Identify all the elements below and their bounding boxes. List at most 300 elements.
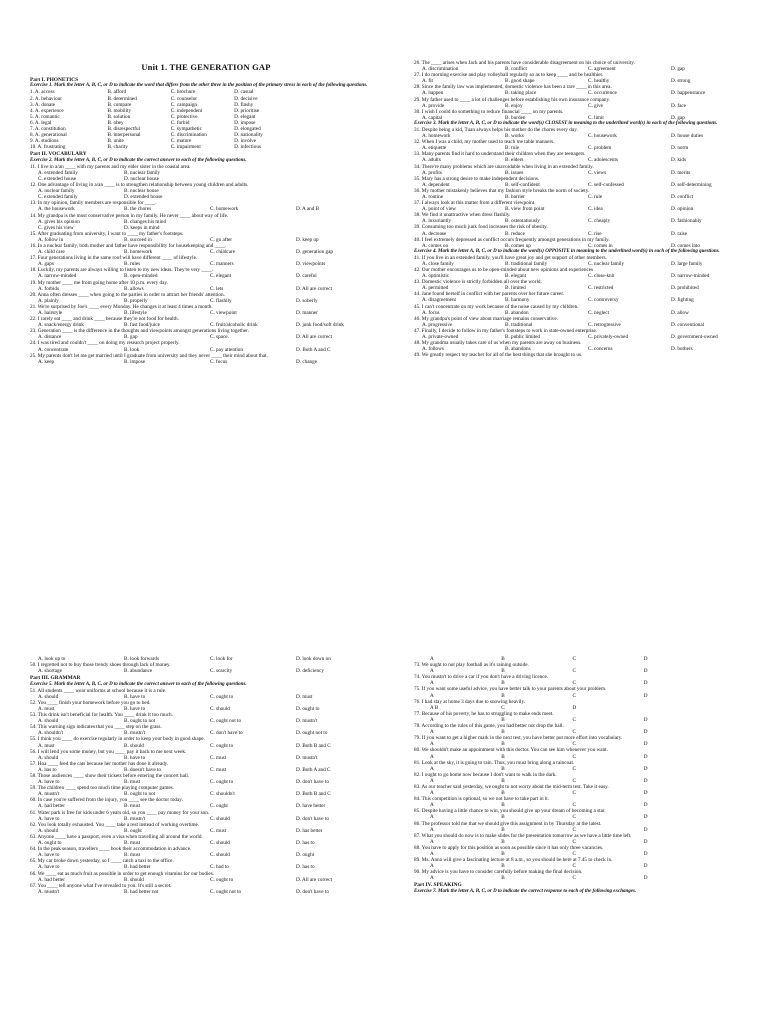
question-text: 34. There're many problems which are unavoidable when living in an extended family. [414,163,594,170]
answer-option: A. dependent [422,181,450,188]
answer-option: C. restricted [588,285,614,292]
answer-option: D [643,692,648,699]
answer-option: C. homework [210,206,239,213]
answer-option: A. follows [422,346,444,353]
answer-option: D [643,729,648,736]
answer-option: D. don't have to [296,779,329,786]
section-heading: Part I. PHONETICS [30,77,79,83]
answer-options [30,298,382,304]
answer-option: B. should [124,742,144,749]
question-text: 77. Because of his poverty, he has to struggling to make ends meet. [414,710,554,717]
question-text: 41. If you live in an extended family, you'll have great joy and get support of other members. [414,254,607,261]
question-text: 51. All students ____ wear uniforms at school because it is a rule. [30,687,167,694]
question-text: 43. Domestic violence is strictly forbidden all over the world. [414,279,542,286]
answer-option: A. gives his opinion [38,218,80,225]
question-text: 85. Despite having a little chance to win, you should give up your dream of becoming a star. [414,808,606,815]
answer-option: B. have to [124,705,146,712]
answer-option: B. abandons [505,346,531,353]
answer-option: C. ought not to [210,888,242,895]
answer-option: D [643,802,648,809]
question-text: 29. My father used to ____ a lot of challenges before establishing his own insurance company. [414,96,611,103]
answer-option: C. cheaply [588,218,611,225]
answer-option: C [572,826,576,833]
answer-options [414,157,754,163]
question-text: 46. My grandpa's point of view about marriage remains conservative. [414,315,558,322]
question-text: 30. I wish I could do something to reduce financial ____ on my parents. [414,108,564,115]
answer-option: D. house duties [671,133,704,140]
answer-option: C. must [210,827,227,834]
answer-option: D. conflict [671,193,694,200]
answer-option: D. norm [671,145,689,152]
answer-option: A. mustn't [38,791,60,798]
answer-option: A. have to [38,815,60,822]
answer-option: D. extended house [124,194,163,201]
question-text: 26. The ____ arises when Jack and his parents have considerable disagreement on his choice of university. [414,60,635,66]
answer-options [30,694,382,700]
answer-options [414,297,754,303]
answer-option: B [501,680,505,687]
question-text: 83. As our teacher said yesterday, we ought to not worry about the mid-term test. Take it easy. [414,783,609,790]
answer-option: B. good shape [505,78,535,85]
answer-option: B [501,692,505,699]
answer-option: C. views [588,169,607,176]
answer-option: A. should [38,827,59,834]
answer-option: C [572,753,576,760]
answer-option: B. view from point [505,206,545,213]
answer-option: C. adolescents [588,157,618,164]
answer-letter-row [414,814,754,820]
answer-option: A. have to [38,852,60,859]
answer-option: D. viewpoints [296,261,326,268]
answer-option: A. forbids [38,285,60,292]
answer-option: A. discrimination [422,66,459,73]
question-text: 49. We greatly respect my teacher for all of the best things that she brought to us. [414,352,583,359]
answer-option: C. forbid [170,119,190,126]
page1-right-column [414,60,754,358]
answer-option: A [430,802,434,809]
answer-option: A. shortage [38,668,62,675]
answer-option: B. open-minded [124,273,158,280]
question-text: 90. My advice is you have to consider carefully before making the final decision. [414,869,583,876]
answer-options [30,668,382,674]
answer-option: C. look for [210,656,233,662]
answer-option: B. allows [124,285,144,292]
answer-option: B. barrier [505,193,525,200]
answer-options [30,359,382,365]
answer-option: C. nuclear family [588,260,625,267]
answer-option: C [572,765,576,772]
answer-option: C. campaign [170,101,198,108]
answer-option: D. don't have to [296,888,329,895]
answer-option: C. rise [588,230,602,237]
answer-option: A [430,741,434,748]
answer-options [414,231,754,237]
answer-option: C. occurrence [588,90,617,97]
answer-option: D. don't have to [296,815,329,822]
answer-option: A. has to [38,766,57,773]
question-text: 40. I feel extremely depressed as conflict occurs frequently amongst generations in my family. [414,236,610,243]
question-text: 18. Luckily, my parents are always willing to listen to my new ideas. They're very ____. [30,267,214,274]
answer-option: C. pay attention [210,346,243,353]
answer-option: A [430,765,434,772]
answer-option: D. All are correct [296,285,333,292]
answer-option: A [430,656,434,662]
answer-option: B. ought [124,827,142,834]
answer-option: C [572,729,576,736]
answer-option: B. look forwards [124,656,160,662]
question-text: 24. I was tired and couldn't ____ on doing my research project properly. [30,340,180,347]
answer-option: A. have to [38,864,60,871]
answer-option: D. government-owned [671,334,718,341]
question-text: 42. Our mother encourages us to be open-minded about new opinions and experiences [414,267,594,273]
answer-option: A. adults [422,157,441,164]
section-heading: Part IV. SPEAKING [414,882,462,889]
question-text: 21. We're surprised by Joe's ____ every Monday. He changes it at least 4 times a month. [30,303,213,310]
answer-option: B. nuclear house [124,188,159,195]
answer-option: C. childcare [210,249,236,256]
answer-option: D. All are correct [296,334,333,341]
question-text: 63. Anyone ____ have a passport, even a visa when travelling all around the world. [30,833,203,840]
answer-options [30,877,382,883]
answer-option: A. hairstyle [38,310,63,316]
answer-option: B. disrespectful [107,125,140,132]
answer-option: B [501,814,505,821]
answer-option: C. mature [170,138,192,145]
answer-option: C. independent [170,107,203,114]
answer-option: A. routine [422,193,444,200]
answer-option: A. have to [38,779,60,786]
answer-option: C. ought to [210,876,234,883]
answer-option: C. had to [210,864,229,871]
question-text: 66. We ____ eat as much fruit as possible in order to get enough vitamins for our bodies. [30,870,215,877]
question-text: 73. We ought to not play football as it's raining outside. [414,662,529,669]
question-text: 33. Many parents find it hard to understand their children when they are teenagers. [414,151,586,158]
answer-options [414,103,754,109]
answer-option: C. scarcity [210,668,233,675]
answer-option: C. brochure [170,89,196,96]
answer-option: D. happenstance [671,90,706,97]
answer-option: C. comes in [588,242,613,249]
answer-option: D. keep up [296,236,319,243]
answer-option: 6. A. legal [30,119,52,126]
answer-option: D [643,680,648,687]
question-text: 44. Jane found herself in conflict with her parents over her future career. [414,291,565,298]
answer-option: 5. A. romantic [30,113,60,120]
answer-option: C [572,680,576,687]
answer-option: B. works [505,133,524,140]
answer-option: D. Both A and C [296,346,331,353]
answer-options [30,144,382,150]
answer-option: B [501,802,505,809]
exercise-instruction: Exercise 3. Mark the letter A, B, C, or D to indicate the word(s) CLOSEST in meaning to the underlined word(s) in each of the following questions. [414,120,718,126]
question-text: 76. I had stay at home 3 days due to snowing heavily. [414,698,526,705]
answer-option: B. mustn't [124,730,146,737]
question-text: 31. Despite being a kid, Tuan always helps his mother do the chores every day. [414,126,578,133]
question-text: 89. Ms. Anna will give a fascinating lecture at 8 a.m., so you should be here at 7.45 to check in. [414,857,613,864]
question-text: 28. Since the family law was implemented, domestic violence has been a rare ____ in this area. [414,84,612,91]
page1-left-content [30,77,382,365]
answer-option: 4. A. experience [30,107,64,114]
answer-option: D. conventional [671,321,705,328]
question-text: 81. Look at the sky, it is going to rain. Thus, you must bring along a raincoat. [414,759,575,766]
answer-option: C. manners [210,261,234,268]
answer-option: C. retrogressive [588,321,621,328]
question-text: 74. You mustn't to drive a car if you don't have a driving licence. [414,674,549,681]
answer-option: D [643,790,648,797]
answer-option: C. close-knit [588,273,615,280]
worksheet-page-1 [18,60,754,560]
answer-options [414,170,754,176]
answer-option: A. concentrate [38,346,69,353]
answer-option: C [572,692,576,699]
answer-option: A. plainly [38,297,59,304]
answer-option: A [430,814,434,821]
answer-option: C. space. [210,334,229,341]
answer-option: D. comes into [671,242,700,249]
answer-option: D. mustn't [296,754,318,761]
answer-option: B. public limited [505,334,541,341]
answer-option: D. prohibited [671,285,699,292]
answer-option: C. give [588,102,603,109]
answer-option: D. Both B and C [296,791,331,798]
answer-option: C. ought to [210,693,234,700]
answer-options [30,803,382,809]
answer-option: B. taking place [505,90,537,97]
answer-option: C [572,863,576,870]
question-text: 45. I can't concentrate on my work because of the noise caused by my children. [414,303,579,310]
question-text: 60. In case you're suffered from the injury, you ____ see the doctor today. [30,797,183,804]
answer-option: A. mustn't [38,888,60,895]
page1-left-column [30,60,382,365]
answer-options [30,864,382,870]
answer-option: A. shouldn't [38,730,64,737]
answer-option: C. privately-owned [588,334,629,341]
answer-option: D. strong [671,78,691,85]
answer-option: B. traditional [505,321,533,328]
question-text: 75. If you want some useful advice, you have better talk to your parents about your problem. [414,686,607,693]
answer-option: C [501,704,505,711]
answer-option: B. elders [505,157,524,164]
question-text: 19. My mother ____ me from going home after 10 p.m. every day. [30,279,168,286]
question-text: 88. You have to apply for this position as soon as possible since it has only three vacancies. [414,844,604,851]
answer-option: D. deficiency [296,668,324,675]
answer-option: C [572,838,576,845]
question-text: 11. I live in a/an ____ with my parents and my elder sister in the coastal area. [30,163,191,170]
answer-option: B. had better not [124,888,159,895]
answer-option: C [572,814,576,821]
question-text: 52. You ____ finish your homework before you go to bed. [30,699,151,706]
answer-options [30,286,382,292]
answer-option: B. mustn't [124,815,146,822]
answer-option [644,705,715,711]
answer-option: C. go after [210,236,233,243]
answer-option: D. generation gap [296,249,334,256]
question-text: 79. If you want to get a higher mark in the next test, you have better put more effort into vocabulary. [414,735,623,742]
answer-option: C. sympathetic [170,125,202,132]
page-title: Unit 1. THE GENERATION GAP [141,62,271,72]
answer-option: A. distance [38,334,62,341]
answer-option: C. shouldn't [210,791,235,798]
answer-option: D. change [296,358,318,365]
question-text: 47. Finally, I decide to follow in my father's footsteps to work in state-owned enterprise. [414,327,598,334]
answer-option: B [501,741,505,748]
answer-option: D. elegant [234,113,256,120]
answer-option: D [643,716,648,723]
answer-option: D. infectious [234,144,261,151]
answer-option: B. unite [107,138,124,145]
answer-option: D. junk food/soft drink [296,322,344,329]
question-text: 16. In a nuclear family, both mother and father have responsibility for housekeeping and ____. [30,242,227,249]
answer-options [30,206,382,212]
answer-option: D. have better [296,803,326,810]
question-text: 62. You look totally exhausted. You ____ take a rest instead of working overtime. [30,821,200,828]
answer-option: C. controversy [588,297,619,304]
answer-option: D. decisive [234,95,258,102]
answer-option: D [643,777,648,784]
answer-option: A. fit [422,78,433,85]
exercise-instruction: Exercise 5. Mark the letter A, B, C, or D to indicate the correct answer to each of the following questions. [30,681,247,687]
answer-option: B. ought to not [124,791,156,798]
answer-options [414,243,754,249]
answer-option: A [430,729,434,736]
answer-option: D [572,704,577,711]
answer-option: C. must [210,766,227,773]
answer-options [30,889,382,895]
answer-option: B [501,851,505,857]
answer-letter-row [414,766,754,772]
answer-option: C [572,875,576,882]
answer-option: B. solution [107,113,131,120]
answer-option: D. keeps in mind [124,224,160,231]
answer-option: D. ought to [296,705,320,712]
exercise-instruction: Exercise 7. Mark the letter A, B, C, or D to indicate the correct response to each of the following exchanges. [414,888,637,894]
answer-option: C. agreement [588,66,616,73]
question-text: 37. I always look at this matter from a different viewpoint. [414,200,536,207]
answer-letter-row [414,693,754,699]
question-text: 61. Water park is free for kids under 6 years old, so you ____ pay money for your son. [30,809,210,816]
answer-option: B [501,668,505,675]
question-text: 53. This drink isn't beneficial for health. You ____ drink it too much. [30,712,173,719]
answer-letter-row [414,754,754,760]
answer-option: D. Both B and C [296,742,331,749]
question-text: 17. Four generations living in the same roof will have different ____ of lifestyle. [30,255,198,262]
answer-option: B [501,863,505,870]
answer-option: D. allow [671,309,689,316]
answer-option: D. involve [234,138,257,145]
answer-option: B. ought to not [124,718,156,725]
answer-option: A. should [38,693,59,700]
answer-option: C. fruit/alcoholic drink [210,322,258,329]
answer-option: B. ostentatiously [505,218,540,225]
answer-option: B. nuclear family [124,169,161,176]
question-text: 32. When I was a child, my mother used to teach me table manners. [414,139,555,146]
question-text: 39. Consuming too much junk food increases the risk of obesity. [414,224,548,231]
answer-option: B. had better [124,864,151,871]
page2-right-content [414,656,754,895]
answer-option: B. must [124,840,141,847]
answer-option: C. should [210,705,230,712]
answer-option: C. protective [170,113,198,120]
answer-option: B. burden [505,114,526,121]
answer-option: B. conflict [505,66,527,73]
answer-option: A. decrease [422,230,447,237]
answer-option: C. impairment [170,144,201,151]
answer-option: A. must [38,705,55,712]
answer-option: A. follow in [38,236,64,243]
answer-option: D. bothers [671,346,693,353]
answer-option: B. abundance [124,668,153,675]
answer-option: A. capital [422,114,443,121]
answer-option: D [643,753,648,760]
answer-option: A [430,777,434,784]
answer-option: D. impose [234,119,256,126]
answer-option: B [501,729,505,736]
answer-option: D. narrow-minded [671,273,710,280]
answer-option: D. must [296,693,313,700]
answer-option: A. profits [422,169,442,176]
answer-option: C. rule [588,193,603,200]
answer-option: D. prioritise [234,107,260,114]
answer-option: B. interpersonal [107,132,141,139]
answer-option: A [430,753,434,760]
question-text: 87. What you should do now is to make slides for the presentation tomorrow as we have a little time left. [414,832,632,839]
answer-option: A. happen [422,90,444,97]
answer-option: B [501,875,505,882]
answer-option: A. keep [38,358,55,365]
answer-option: C. ought not to [210,718,242,725]
answer-option: B [501,716,505,723]
answer-option: B. must [124,779,141,786]
answer-option: 3. A. donate [30,101,56,108]
answer-option: B. comes up [505,242,531,249]
answer-option: C [572,656,576,662]
question-text: 36. My mother mistakenly believes that my fashion style breaks the norm of society. [414,187,590,194]
answer-option: D [643,656,648,662]
answer-option: B. limited [505,285,526,292]
answer-option: D. A and B [296,206,320,213]
answer-option: D. gap [671,114,685,121]
answer-option: B. enjoy [505,102,523,109]
answer-option: C. must [210,754,227,761]
answer-option: A. close family [422,260,454,267]
answer-option: A [430,790,434,797]
answer-option: B. the chores [124,206,152,213]
answer-option: B. have to [124,754,146,761]
answer-option: A. gaps [38,261,54,268]
answer-option: B. look [124,346,140,353]
answer-options [30,273,382,279]
question-text: 35. Mary has a strong desire to make independent decisions. [414,175,540,182]
answer-option: B. determined [107,95,137,102]
answer-option: B. abandon [505,309,529,316]
answer-option: D [643,765,648,772]
question-text: 84. This competition is optional, so we not have to take part in it. [414,796,550,803]
answer-option: C. limit [588,114,604,121]
answer-letter-row [414,827,754,833]
answer-option: D. Both A and C [296,766,331,773]
answer-option: D [643,875,648,882]
answer-option: C. housework [588,133,617,140]
answer-option: C [572,716,576,723]
question-text: 22. I rarely eat ____ and drink ____ because they're not food for health. [30,316,179,323]
answer-option: D. careful [296,273,317,280]
answer-option: A [430,863,434,870]
page2-left-content [30,656,382,895]
answer-option: D. has to [296,864,315,871]
answer-option: D. casual [234,89,254,96]
answer-option: C. should [210,840,230,847]
answer-option: C. concerns [588,346,613,353]
